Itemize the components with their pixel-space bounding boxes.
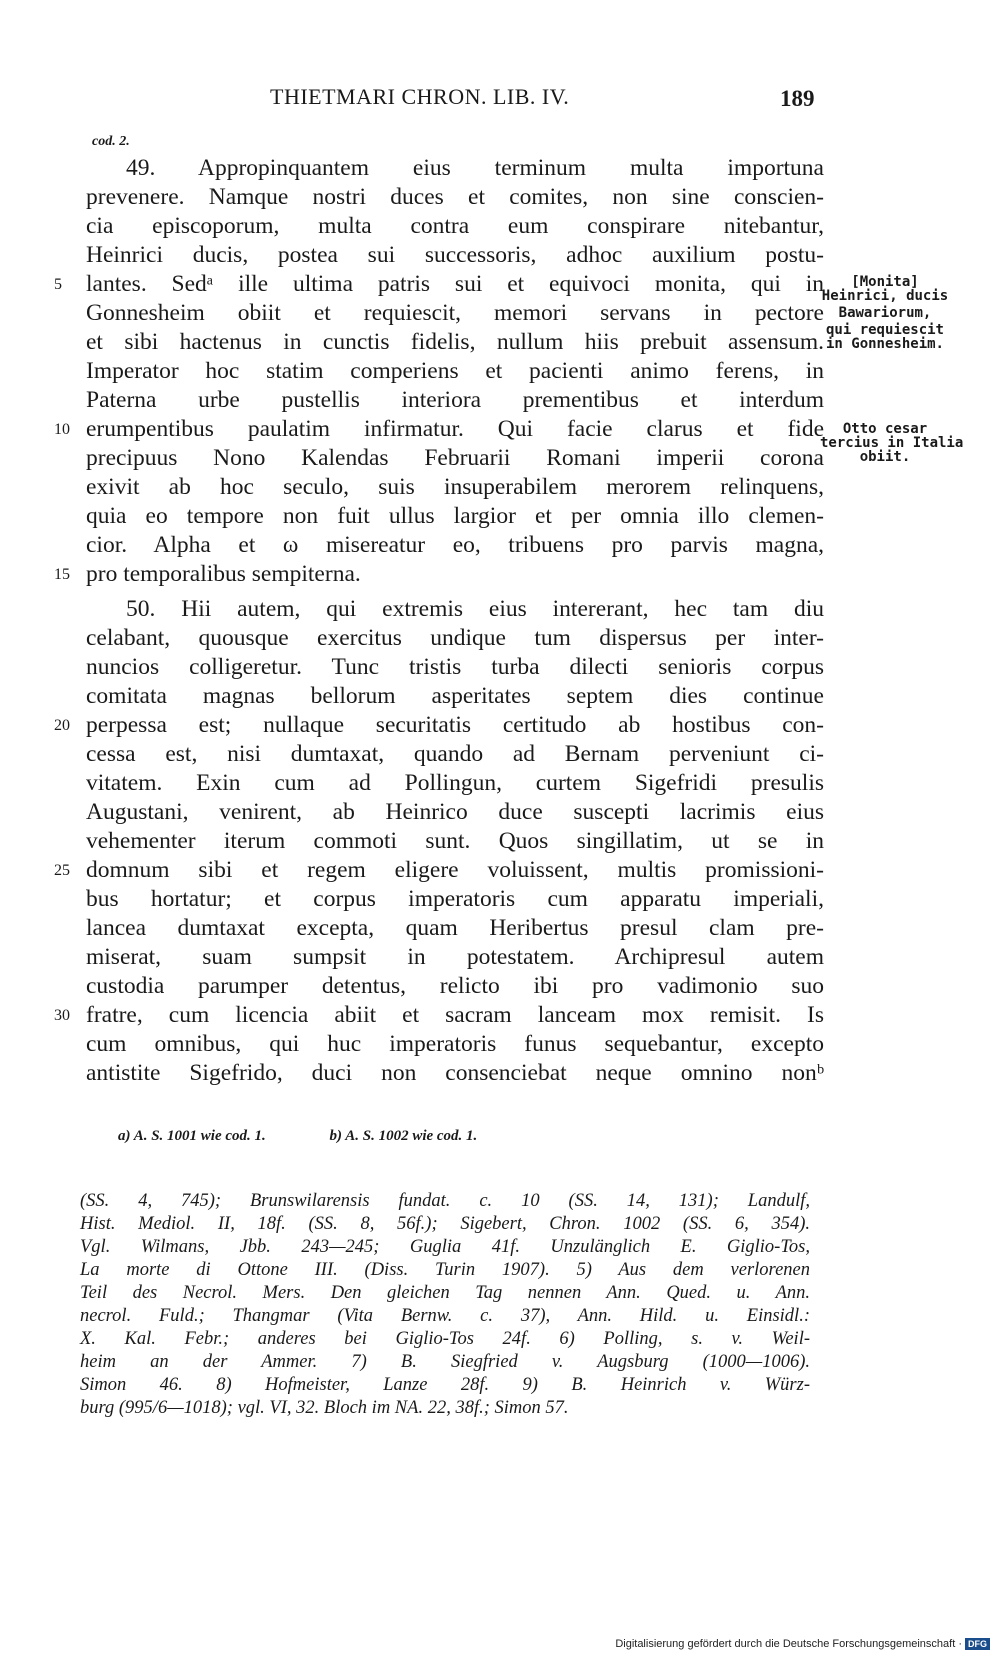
text-line [86, 914, 824, 943]
text-line [86, 183, 824, 212]
margin-note-monita [820, 275, 950, 351]
line-text: prevenere. Namque nostri duces et comites, non sine conscien- [86, 184, 824, 210]
text-line [86, 154, 824, 183]
text-line [86, 473, 824, 502]
line-text: vitatem. Exin cum ad Pollingun, curtem Sigefridi presulis [86, 770, 824, 796]
running-title: THIETMARI CHRON. LIB. IV. [270, 84, 570, 109]
margin-note-line: tercius in Italia [820, 435, 964, 451]
line-text: cum omnibus, qui huc imperatoris funus sequebantur, excepto [86, 1031, 824, 1057]
line-text: precipuus Nono Kalendas Februarii Romani imperii corona [86, 445, 824, 471]
margin-note-line: [Monita] [851, 274, 919, 290]
line-text: Augustani, venirent, ab Heinrico duce suscepti lacrimis eius [86, 799, 824, 825]
reference-line: burg (995/6—1018); vgl. VI, 32. Bloch im NA. 22, 38f.; Simon 57. [80, 1398, 569, 1418]
line-text: lancea dumtaxat excepta, quam Heribertus presul clam pre- [86, 915, 824, 941]
reference-line: (SS. 4, 745); Brunswilarensis fundat. c. 10 (SS. 14, 131); Landulf, [80, 1191, 810, 1211]
footnote-a: a) A. S. 1001 wie cod. 1. [118, 1128, 266, 1144]
text-line [54, 711, 824, 740]
text-line [86, 827, 824, 856]
reference-line: X. Kal. Febr.; anderes bei Giglio-Tos 24f. 6) Polling, s. v. Weil- [80, 1329, 810, 1349]
page-number: 189 [780, 86, 815, 111]
line-number: 5 [54, 276, 62, 293]
text-line [86, 1059, 824, 1088]
text-line [54, 415, 824, 444]
digitization-credit [615, 1638, 990, 1650]
text-line [86, 241, 824, 270]
reference-notes [80, 1190, 810, 1420]
reference-line: Hist. Mediol. II, 18f. (SS. 8, 56f.); Sigebert, Chron. 1002 (SS. 6, 354). [80, 1214, 810, 1234]
line-number: 30 [54, 1007, 70, 1024]
footnote-b: b) A. S. 1002 wie cod. 1. [329, 1128, 478, 1144]
line-text: cessa est, nisi dumtaxat, quando ad Bernam perveniunt ci- [86, 741, 824, 767]
line-text: antistite Sigefrido, duci non consenciebat neque omnino nonᵇ [86, 1060, 824, 1086]
text-line [86, 299, 824, 328]
credit-text: Digitalisierung gefördert durch die Deutsche Forschungsgemeinschaft · [615, 1638, 962, 1650]
line-text: exivit ab hoc seculo, suis insuperabilem merorem relinquens, [86, 474, 824, 500]
text-line [54, 560, 824, 589]
margin-note-line: Bawariorum, [838, 305, 932, 321]
line-number: 15 [54, 566, 70, 583]
line-number: 25 [54, 862, 70, 879]
reference-line: Vgl. Wilmans, Jbb. 243—245; Guglia 41f. Unzulänglich E. Giglio-Tos, [80, 1237, 810, 1257]
margin-note-otto [820, 421, 964, 465]
reference-line: La morte di Ottone III. (Diss. Turin 1907). 5) Aus dem verlorenen [80, 1260, 810, 1280]
text-line [86, 682, 824, 711]
text-line [54, 1001, 824, 1030]
text-line [86, 1030, 824, 1059]
main-text [54, 154, 824, 1088]
text-line [86, 740, 824, 769]
line-text: celabant, quousque exercitus undique tum dispersus per inter- [86, 625, 824, 651]
text-line [86, 386, 824, 415]
margin-note-line: Otto cesar [842, 421, 928, 437]
line-text: Gonnesheim obiit et requiescit, memori servans in pectore [86, 300, 824, 326]
text-line [86, 595, 824, 624]
text-line [54, 856, 824, 885]
text-line [86, 212, 824, 241]
codex-note: cod. 2. [92, 134, 130, 149]
line-text: nuncios colligeretur. Tunc tristis turba dilecti senioris corpus [86, 654, 824, 680]
text-line [86, 531, 824, 560]
reference-line: Teil des Necrol. Mers. Den gleichen Tag nennen Ann. Qued. u. Ann. [80, 1283, 810, 1303]
text-line [86, 972, 824, 1001]
text-line [54, 270, 824, 299]
line-text: lantes. Sedᵃ ille ultima patris sui et equivoci monita, qui in [86, 271, 824, 297]
line-text: Imperator hoc statim comperiens et pacienti animo ferens, in [86, 358, 824, 384]
margin-note-line: qui requiescit [825, 322, 944, 338]
text-line [86, 885, 824, 914]
line-text: cia episcoporum, multa contra eum conspirare nitebantur, [86, 213, 824, 239]
line-text: vehementer iterum commoti sunt. Quos singillatim, ut se in [86, 828, 824, 854]
line-text: cior. Alpha et ω misereatur eo, tribuens pro parvis magna, [86, 532, 824, 558]
line-number: 10 [54, 421, 70, 438]
line-text: Paterna urbe pustellis interiora prementibus et interdum [86, 387, 824, 413]
line-text: bus hortatur; et corpus imperatoris cum apparatu imperiali, [86, 886, 824, 912]
line-text: pro temporalibus sempiterna. [86, 561, 361, 587]
text-line [86, 943, 824, 972]
textual-footnotes [118, 1128, 537, 1145]
dfg-logo: DFG [965, 1638, 990, 1650]
margin-note-line: in Gonnesheim. [825, 336, 944, 352]
line-text: Heinrici ducis, postea sui successoris, adhoc auxilium postu- [86, 242, 824, 268]
text-line [86, 769, 824, 798]
line-text: 50. Hii autem, qui extremis eius intererant, hec tam diu [126, 596, 824, 622]
margin-note-line: obiit. [859, 449, 911, 465]
line-text: et sibi hactenus in cunctis fidelis, nullum hiis prebuit assensum. [86, 329, 824, 355]
text-line [86, 624, 824, 653]
text-line [86, 798, 824, 827]
line-text: domnum sibi et regem eligere voluissent, multis promissioni- [86, 857, 824, 883]
text-line [86, 502, 824, 531]
text-line [86, 653, 824, 682]
line-text: quia eo tempore non fuit ullus largior et per omnia illo clemen- [86, 503, 824, 529]
line-text: comitata magnas bellorum asperitates septem dies continue [86, 683, 824, 709]
line-text: perpessa est; nullaque securitatis certitudo ab hostibus con- [86, 712, 824, 738]
line-text: erumpentibus paulatim infirmatur. Qui facie clarus et fide [86, 416, 824, 442]
reference-line: heim an der Ammer. 7) B. Siegfried v. Augsburg (1000—1006). [80, 1352, 810, 1372]
margin-note-line: Heinrici, ducis [821, 288, 949, 304]
line-text: custodia parumper detentus, relicto ibi pro vadimonio suo [86, 973, 824, 999]
line-number: 20 [54, 717, 70, 734]
reference-line: Simon 46. 8) Hofmeister, Lanze 28f. 9) B. Heinrich v. Würz- [80, 1375, 810, 1395]
text-line [86, 444, 824, 473]
text-line [86, 357, 824, 386]
line-text: miserat, suam sumpsit in potestatem. Archipresul autem [86, 944, 824, 970]
line-text: fratre, cum licencia abiit et sacram lanceam mox remisit. Is [86, 1002, 824, 1028]
line-text: 49. Appropinquantem eius terminum multa importuna [126, 155, 824, 181]
reference-line: necrol. Fuld.; Thangmar (Vita Bernw. c. 37), Ann. Hild. u. Einsidl.: [80, 1306, 810, 1326]
text-line [86, 328, 824, 357]
